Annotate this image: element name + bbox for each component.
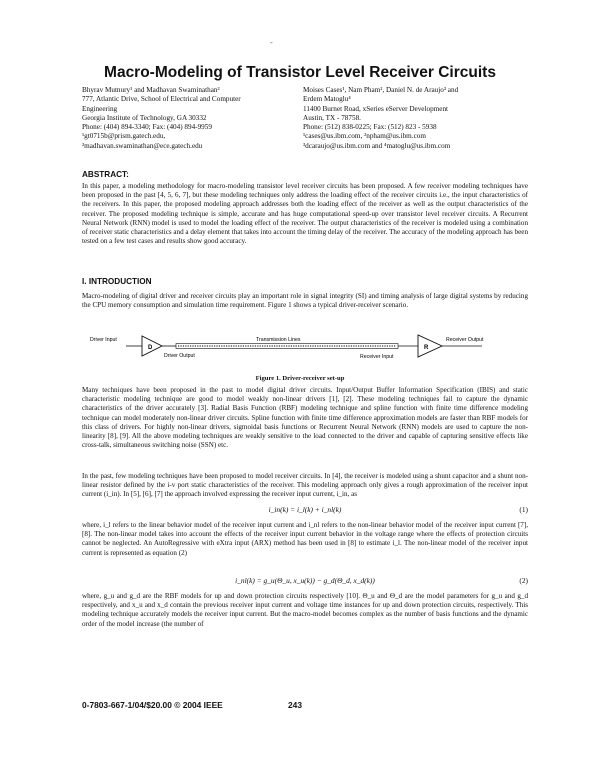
author-line: Bhyrav Mutnury¹ and Madhavan Swaminathan² (82, 86, 220, 94)
author-line: ²madhavan.swaminathan@ece.gatech.edu (82, 141, 203, 150)
author-line: ³dcaraujo@us.ibm.com and ⁴matoglu@us.ibm.com (303, 141, 451, 150)
transmission-lines-label: Transmission Lines (256, 337, 301, 343)
author-line: Phone: (512) 838-0225; Fax: (512) 823 - 5938 (303, 123, 437, 132)
driver-output-label: Driver Output (164, 353, 195, 359)
equation-2-expression: i_nl(k) = g_u(Θ_u, x_u(k)) − g_d(Θ_d, x_d(k)) (235, 576, 375, 585)
author-line: Georgia Institute of Technology, GA 30332 (82, 113, 207, 122)
copyright-footer: 0-7803-667-1/04/$20.00 © 2004 IEEE (82, 700, 223, 710)
author-line: Austin, TX - 78758. (303, 113, 361, 122)
equation-1 (82, 505, 528, 517)
introduction-heading: I. INTRODUCTION (82, 277, 152, 286)
receiver-buffer-icon (418, 335, 442, 357)
top-mark: - (270, 38, 273, 47)
authors-left (82, 86, 297, 151)
author-line: 11400 Burnet Road, xSeries eServer Development (303, 104, 449, 113)
figure-caption: Figure 1. Driver-receiver set-up (255, 375, 345, 382)
abstract-body: In this paper, a modeling methodology for macro-modeling transistor level receiver circuits has been proposed. A few receiver modeling techniques have been proposed in the past [4, 5, 6, 7], but these modeling techniques only address the loading effect of the receiver circuits i.e., the input characteristics of the receivers. In this paper, the proposed modeling approach addresses both the loading effect of the receiver as well as the output characteristics of the receiver. The proposed modeling technique is simple, accurate and has huge computational speed-up over transistor level receiver circuits. A Recurrent Neural Network (RNN) model is used to model the loading effect of the receiver. The output characteristics of the receiver is modeled using a combination of receiver static characteristics and a delay element that takes into account the timing delay of the receiver. The accuracy of the modeling approach has been tested on a few test cases and results show good accuracy. (82, 182, 528, 246)
paper-title: Macro-Modeling of Transistor Level Receiver Circuits (104, 64, 496, 81)
equation-1-expression: i_in(k) = i_l(k) + i_nl(k) (268, 505, 342, 514)
author-line: Moises Cases¹, Nam Pham², Daniel N. de Araujo³ and (303, 86, 459, 94)
author-line: Engineering (82, 104, 118, 113)
body-paragraph: Many techniques have been proposed in the past to model digital driver circuits. Input/Output Buffer Information Specification (IBIS) and static characteristic modeling technique are good to model weakly non-linear drivers [1], [2]. These modeling techniques fail to capture the dynamic characteristics of the driver accurately [3]. Radial Basis Function (RBF) modeling technique and spline function with finite time difference modeling technique can model moderately non-linear driver circuits. Spline function with finite time difference approximation models are faster than RBF models for this class of drivers. For highly non-linear drivers, sigmoidal basis functions or Recurrent Neural Network (RNN) models are used to capture the non-linearity [8], [9]. All the above modeling techniques are weakly sensitive to the load connected to the driver and capable of capturing sensitive effects like cross-talk, simultaneous switching noise (SSN) etc. (82, 386, 528, 450)
receiver-label: R (424, 345, 429, 351)
equation-2-number: (2) (519, 576, 528, 585)
body-paragraph: where, g_u and g_d are the RBF models for up and down protection circuits respectively [10]. Θ_u and Θ_d are the model parameters for g_u and g_d respectively, and x_u and x_d contain the previous receiver input current and voltage time instances for up and down protection circuits, respectively. This modeling technique accurately models the receiver input current. But the macro-model becomes complex as the number of basis functions and the dynamic order of the model increase (the number of (82, 592, 528, 628)
author-line: 777, Atlantic Drive, School of Electrical and Computer (82, 95, 241, 104)
author-line: ¹gt0715b@prism.gatech.edu, (82, 132, 166, 141)
author-line: Erdem Matoglu⁴ (303, 95, 351, 104)
driver-input-label: Driver Input (90, 337, 117, 343)
figure-diagram (82, 332, 528, 370)
page-number: 243 (288, 700, 302, 710)
authors-right (303, 86, 523, 151)
author-line: Phone: (404) 894-3340; Fax: (404) 894-9959 (82, 123, 212, 132)
driver-label: D (148, 345, 153, 351)
receiver-input-label: Receiver Input (360, 354, 394, 360)
equation-1-number: (1) (519, 505, 528, 514)
body-paragraph: where, i_l refers to the linear behavior model of the receiver input current and i_nl refers to the non-linear behavior model of the receiver input current [7],[8]. The non-linear model takes into account the effects of the receiver input current behavior in the voltage range where the effects of protection circuits cannot be neglected. An AutoRegressive with eXtra input (ARX) method has been used in [8] to estimate i_l. The non-linear model of the receiver input current is represented as equation (2) (82, 521, 528, 557)
abstract-heading: ABSTRACT: (82, 170, 129, 179)
equation-2 (82, 576, 528, 588)
author-line: ¹cases@us.ibm.com, ²npham@us.ibm.com (303, 132, 426, 141)
body-paragraph: In the past, few modeling techniques have been proposed to model receiver circuits. In [4], the receiver is modeled using a shunt capacitor and a shunt non-linear resistor defined by the i-v port static characteristics of the receiver. This modeling approach only gives a rough approximation of the receiver input current (i_in). In [5], [6], [7] the approach involved expressing the receiver input current, i_in, as (82, 472, 528, 499)
figure-driver-receiver (82, 332, 528, 370)
receiver-output-label: Receiver Output (446, 337, 484, 343)
intro-paragraph: Macro-modeling of digital driver and receiver circuits play an important role in signal integrity (SI) and timing analysis of large digital systems by reducing the CPU memory consumption and simulation time requirement. Figure 1 shows a typical driver-receiver scenario. (82, 292, 528, 310)
